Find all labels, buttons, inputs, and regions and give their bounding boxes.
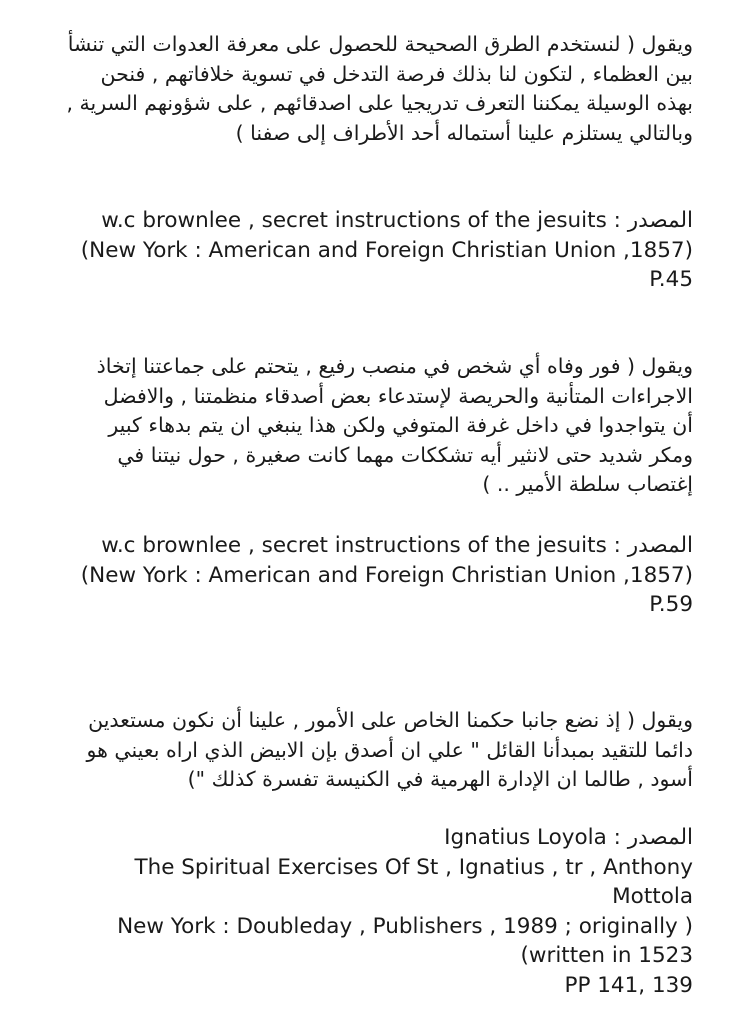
source-line: New York : Doubleday , Publishers , 1989 ; originally ): [117, 913, 693, 939]
quote-paragraph-2: [33, 352, 693, 500]
source-line: (written in 1523: [520, 943, 693, 968]
source-label: المصدر :: [613, 825, 693, 850]
quote-line: ويقول ( إذ نضع جانبا حكمنا الخاص على الأمور , علينا أن نكون مستعدين: [88, 708, 693, 732]
source-citation-2: [33, 531, 693, 620]
source-citation-3: [33, 823, 693, 1000]
source-line: (New York : American and Foreign Christian Union ,1857): [80, 237, 693, 263]
quote-line: دائما للتقيد بمبدأنا القائل " علي ان أصدق بإن الابيض الذي اراه بعيني هو: [86, 737, 693, 762]
quote-line: أسود , طالما ان الإدارة الهرمية في الكنيسة تفسرة كذلك "): [187, 767, 693, 791]
quote-line: أن يتواجدوا في داخل غرفة المتوفي ولكن هذا ينبغي ان يتم بدهاء كبير: [108, 413, 693, 437]
source-page: PP 141, 139: [564, 972, 693, 998]
source-author-line: [33, 823, 693, 853]
source-author-line: [33, 206, 693, 236]
quote-line: بين العظماء , لتكون لنا بذلك فرصة التدخل في تسوية خلافاتهم , فنحن: [100, 61, 693, 86]
quote-line: ويقول ( لنستخدم الطرق الصحيحة للحصول على معرفة العدوات التي تنشأ: [67, 32, 693, 56]
source-label: المصدر :: [613, 533, 693, 558]
source-author: w.c brownlee , secret instructions of the jesuits: [101, 533, 607, 558]
source-page: P.45: [649, 267, 693, 292]
source-author-line: [33, 531, 693, 561]
quote-line: ويقول ( فور وفاه أي شخص في منصب رفيع , يتحتم على جماعتنا إتخاذ: [96, 354, 693, 378]
quote-line: ومكر شديد حتى لانثير أيه تشككات مهما كانت صغيرة , حول نيتنا في: [117, 442, 693, 467]
source-author: Ignatius Loyola: [444, 825, 607, 850]
source-line: The Spiritual Exercises Of St , Ignatius , tr , Anthony: [134, 854, 693, 880]
source-line: Mottola: [612, 884, 693, 909]
source-author: w.c brownlee , secret instructions of the jesuits: [101, 208, 607, 233]
quote-paragraph-3: [33, 706, 693, 795]
source-page: P.59: [649, 592, 693, 617]
source-label: المصدر :: [613, 208, 693, 233]
quote-line: الاجراءات المتأنية والحريصة لإستدعاء بعض أصدقاء منظمتنا , والافضل: [103, 383, 693, 408]
quote-line: إغتصاب سلطة الأمير .. ): [482, 472, 693, 496]
quote-line: وبالتالي يستلزم علينا أستماله أحد الأطراف إلى صفنا ): [235, 120, 693, 145]
quote-line: بهذه الوسيلة يمكننا التعرف تدريجيا على اصدقائهم , على شؤونهم السرية ,: [66, 91, 693, 115]
source-citation-1: [33, 206, 693, 295]
source-line: (New York : American and Foreign Christian Union ,1857): [80, 562, 693, 588]
quote-paragraph-1: [33, 30, 693, 148]
